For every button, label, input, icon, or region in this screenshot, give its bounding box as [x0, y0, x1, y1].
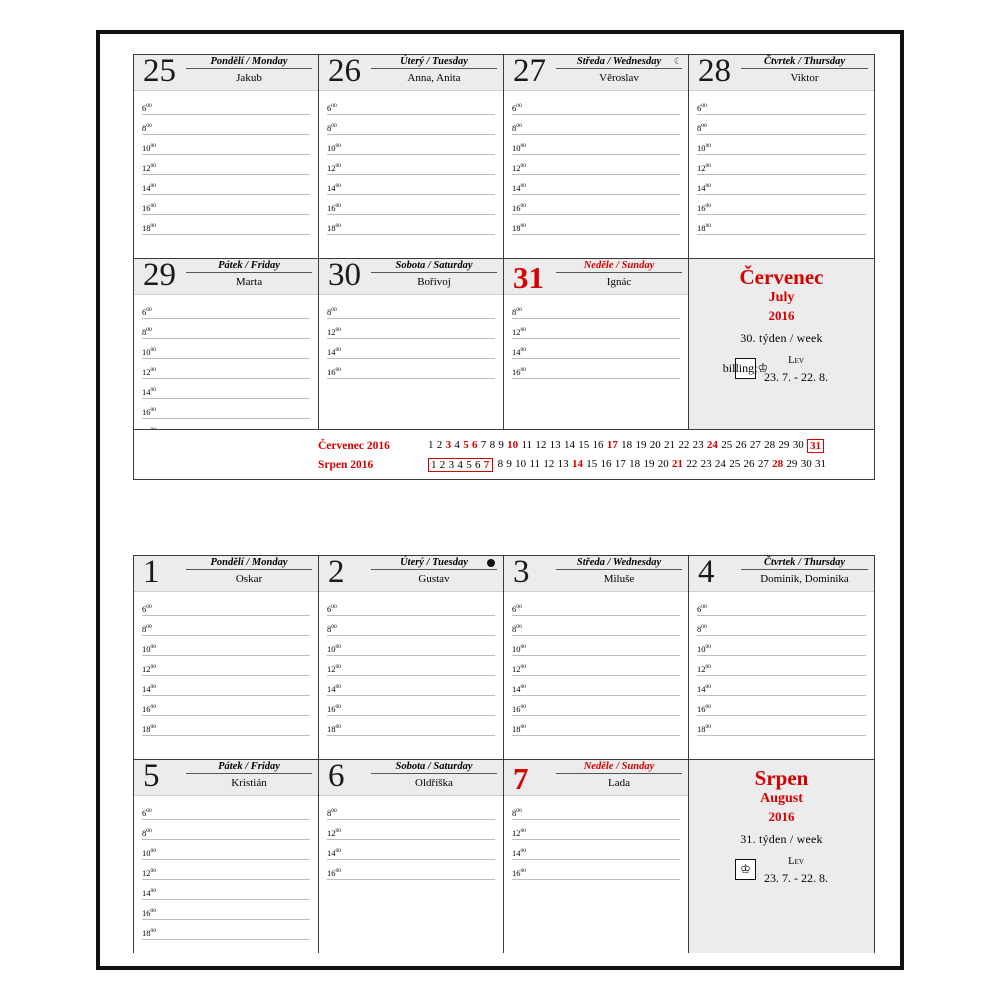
hour-label: $6^{00}$: [142, 307, 152, 317]
day-name: Pátek / Friday: [186, 761, 312, 774]
day-header: [134, 760, 318, 796]
day-name: Pátek / Friday: [186, 260, 312, 273]
hour-row[interactable]: [327, 115, 495, 135]
hour-row[interactable]: [142, 195, 310, 215]
month-name-en: July: [768, 290, 795, 305]
day-name: Pondělí / Monday: [186, 56, 312, 69]
hour-row[interactable]: [327, 299, 495, 319]
hour-label: $10^{00}$: [512, 644, 526, 654]
hour-label: $12^{00}$: [512, 327, 526, 337]
name-day: Kristián: [231, 777, 267, 789]
hour-label: $12^{00}$: [327, 664, 341, 674]
hour-label: $8^{00}$: [512, 624, 522, 634]
hour-row[interactable]: [327, 175, 495, 195]
hour-row[interactable]: [697, 696, 866, 716]
hour-row[interactable]: [142, 920, 310, 940]
hour-label: $14^{00}$: [327, 848, 341, 858]
day-number: 7: [513, 761, 529, 796]
hour-row[interactable]: [512, 596, 680, 616]
name-day: Oldřiška: [415, 777, 453, 789]
hour-label: $8^{00}$: [697, 123, 707, 133]
hour-row[interactable]: [327, 656, 495, 676]
hour-row[interactable]: [512, 135, 680, 155]
name-day: Viktor: [790, 72, 819, 84]
day-cell[interactable]: [134, 556, 319, 759]
hour-row[interactable]: [512, 339, 680, 359]
hour-row[interactable]: [327, 860, 495, 880]
hour-row[interactable]: [327, 135, 495, 155]
hour-row[interactable]: [327, 195, 495, 215]
hour-row[interactable]: [142, 339, 310, 359]
mini-month-strips: [134, 429, 874, 479]
hour-row[interactable]: [142, 95, 310, 115]
hour-label: $12^{00}$: [512, 163, 526, 173]
hour-row[interactable]: [512, 716, 680, 736]
week-row-top-second: [134, 259, 874, 431]
day-number: 25: [143, 53, 176, 89]
week-row-bottom-first: [134, 556, 874, 760]
hour-row[interactable]: [327, 596, 495, 616]
hour-row[interactable]: [142, 155, 310, 175]
hour-label: $16^{00}$: [142, 407, 156, 417]
hour-row[interactable]: [697, 115, 866, 135]
hour-label: $14^{00}$: [327, 183, 341, 193]
hour-row[interactable]: [327, 716, 495, 736]
name-day: Marta: [235, 276, 263, 288]
name-day: Věroslav: [599, 72, 639, 84]
hour-label: $8^{00}$: [327, 123, 337, 133]
hour-label: $16^{00}$: [512, 367, 526, 377]
hour-row[interactable]: [327, 840, 495, 860]
day-cell[interactable]: [689, 556, 874, 759]
day-cell[interactable]: [134, 760, 319, 953]
hour-row[interactable]: [697, 95, 866, 115]
hour-list[interactable]: [319, 592, 503, 736]
name-day: Dominik, Dominika: [760, 573, 849, 585]
hour-row[interactable]: [697, 636, 866, 656]
hour-row[interactable]: [512, 299, 680, 319]
hour-row[interactable]: [142, 596, 310, 616]
hour-row[interactable]: [697, 716, 866, 736]
hour-list[interactable]: [134, 295, 318, 439]
hour-row[interactable]: [327, 155, 495, 175]
zodiac-name: Lev: [788, 355, 804, 366]
leo-icon: billing;♔: [735, 358, 756, 379]
hour-row[interactable]: [142, 820, 310, 840]
hour-label: $10^{00}$: [327, 644, 341, 654]
day-number: 2: [328, 554, 345, 590]
hour-row[interactable]: [142, 656, 310, 676]
hour-row[interactable]: [512, 676, 680, 696]
hour-label: $18^{00}$: [142, 724, 156, 734]
hour-row[interactable]: [697, 596, 866, 616]
hour-label: $6^{00}$: [142, 604, 152, 614]
day-cell[interactable]: [319, 760, 504, 953]
hour-row[interactable]: [697, 215, 866, 235]
hour-label: $14^{00}$: [327, 684, 341, 694]
hour-label: $18^{00}$: [697, 724, 711, 734]
hour-label: $8^{00}$: [142, 123, 152, 133]
hour-label: $8^{00}$: [512, 307, 522, 317]
month-name-en: August: [760, 791, 803, 806]
day-header: [319, 55, 503, 91]
hour-list[interactable]: [319, 295, 503, 379]
hour-row[interactable]: [327, 215, 495, 235]
hour-row[interactable]: [512, 860, 680, 880]
week-row-top-first: [134, 55, 874, 259]
hour-label: $10^{00}$: [327, 143, 341, 153]
week-number: 31. týden / week: [740, 832, 823, 846]
hour-label: $14^{00}$: [142, 888, 156, 898]
hour-label: $14^{00}$: [512, 684, 526, 694]
hour-label: $10^{00}$: [142, 143, 156, 153]
zodiac-range: 23. 7. - 22. 8.: [764, 370, 828, 384]
name-day: Gustav: [418, 573, 450, 585]
day-header: [504, 556, 688, 592]
hour-row[interactable]: [142, 716, 310, 736]
hour-label: $14^{00}$: [512, 347, 526, 357]
mini-days-highlighted-range: 1 2 3 4 5 6 7: [428, 458, 493, 472]
hour-label: $14^{00}$: [697, 183, 711, 193]
day-name: Sobota / Saturday: [371, 260, 497, 273]
hour-label: $10^{00}$: [697, 143, 711, 153]
name-day: Anna, Anita: [407, 72, 461, 84]
hour-label: $8^{00}$: [142, 828, 152, 838]
hour-row[interactable]: [142, 299, 310, 319]
day-header: [504, 55, 688, 91]
hour-row[interactable]: [512, 616, 680, 636]
hour-label: $18^{00}$: [142, 928, 156, 938]
hour-label: $14^{00}$: [512, 848, 526, 858]
hour-row[interactable]: [512, 155, 680, 175]
hour-row[interactable]: [142, 860, 310, 880]
hour-list[interactable]: [504, 592, 688, 736]
zodiac-block: [689, 851, 874, 887]
hour-label: $16^{00}$: [142, 908, 156, 918]
hour-row[interactable]: [327, 800, 495, 820]
day-header: [689, 55, 874, 91]
hour-label: $12^{00}$: [327, 327, 341, 337]
hour-list[interactable]: [134, 91, 318, 235]
hour-label: $16^{00}$: [512, 868, 526, 878]
month-summary-cell: [689, 760, 874, 953]
hour-row[interactable]: [327, 359, 495, 379]
hour-label: $18^{00}$: [327, 223, 341, 233]
hour-row[interactable]: [327, 696, 495, 716]
hour-row[interactable]: [327, 616, 495, 636]
planner-page: [96, 30, 904, 970]
mini-month-strip-row: [134, 436, 874, 455]
day-cell[interactable]: [504, 259, 689, 431]
hour-row[interactable]: [512, 636, 680, 656]
mini-month-label: Červenec 2016: [318, 439, 390, 452]
hour-row[interactable]: [327, 820, 495, 840]
hour-row[interactable]: [142, 379, 310, 399]
hour-label: $12^{00}$: [142, 664, 156, 674]
hour-label: $8^{00}$: [327, 624, 337, 634]
mini-month-strip-row: [134, 455, 874, 474]
mini-month-days: 1 2 3 4 5 6 7 8 9 10 11 12 13 14 15 16 17 18 19 20 21 22 23 24 25 26 27 28 29 30 31: [428, 458, 826, 472]
day-name: Sobota / Saturday: [371, 761, 497, 774]
day-cell[interactable]: [319, 259, 504, 431]
day-header: [319, 259, 503, 295]
day-cell[interactable]: [134, 55, 319, 258]
day-number: 4: [698, 554, 715, 590]
hour-row[interactable]: [142, 175, 310, 195]
hour-row[interactable]: [142, 696, 310, 716]
hour-label: $18^{00}$: [512, 724, 526, 734]
hour-row[interactable]: [697, 616, 866, 636]
day-cell[interactable]: [689, 55, 874, 258]
hour-label: $16^{00}$: [327, 704, 341, 714]
hour-row[interactable]: [512, 656, 680, 676]
hour-row[interactable]: [697, 175, 866, 195]
day-cell[interactable]: [319, 55, 504, 258]
hour-row[interactable]: [142, 616, 310, 636]
hour-row[interactable]: [142, 115, 310, 135]
hour-row[interactable]: [697, 676, 866, 696]
hour-label: $6^{00}$: [327, 103, 337, 113]
hour-label: $14^{00}$: [142, 387, 156, 397]
hour-row[interactable]: [142, 636, 310, 656]
hour-row[interactable]: [142, 359, 310, 379]
hour-list[interactable]: [504, 295, 688, 379]
moon-phase-waning-icon: ☾: [673, 56, 682, 66]
hour-list[interactable]: [689, 91, 874, 235]
day-number: 3: [513, 554, 530, 590]
hour-row[interactable]: [142, 135, 310, 155]
hour-label: $8^{00}$: [512, 808, 522, 818]
hour-row[interactable]: [142, 800, 310, 820]
leo-icon: ♔: [735, 859, 756, 880]
hour-row[interactable]: [512, 820, 680, 840]
zodiac-range: 23. 7. - 22. 8.: [764, 871, 828, 885]
month-name-cz: Červenec: [739, 265, 824, 289]
zodiac-name: Lev: [788, 856, 804, 867]
day-header: [134, 55, 318, 91]
hour-list[interactable]: [504, 91, 688, 235]
hour-label: $10^{00}$: [142, 644, 156, 654]
day-number: 28: [698, 53, 731, 89]
hour-label: $12^{00}$: [142, 868, 156, 878]
hour-label: $16^{00}$: [142, 203, 156, 213]
hour-row[interactable]: [512, 175, 680, 195]
hour-row[interactable]: [697, 135, 866, 155]
mini-day-highlighted: 31: [807, 439, 824, 453]
hour-row[interactable]: [142, 840, 310, 860]
hour-label: $6^{00}$: [142, 103, 152, 113]
day-name: Čtvrtek / Thursday: [741, 56, 868, 69]
hour-label: $12^{00}$: [512, 828, 526, 838]
day-cell[interactable]: [319, 556, 504, 759]
hour-label: $12^{00}$: [142, 367, 156, 377]
hour-row[interactable]: [142, 900, 310, 920]
day-name: Středa / Wednesday: [556, 56, 682, 69]
day-name: Neděle / Sunday: [556, 260, 682, 273]
mini-month-days: 1 2 3 4 5 6 7 8 9 10 11 12 13 14 15 16 17 18 19 20 21 22 23 24 25 26 27 28 29 30 31: [428, 439, 824, 453]
hour-list[interactable]: [319, 796, 503, 880]
hour-label: $8^{00}$: [327, 808, 337, 818]
month-name-cz: Srpen: [754, 766, 809, 790]
day-number: 5: [143, 758, 160, 794]
hour-row[interactable]: [327, 636, 495, 656]
day-header: [134, 556, 318, 592]
day-number: 27: [513, 53, 546, 89]
hour-row[interactable]: [512, 800, 680, 820]
hour-row[interactable]: [512, 840, 680, 860]
hour-row[interactable]: [512, 95, 680, 115]
day-header: [504, 760, 688, 796]
day-name: Neděle / Sunday: [556, 761, 682, 774]
day-header: [504, 259, 688, 295]
month-year: 2016: [768, 308, 795, 323]
day-header: [689, 556, 874, 592]
month-summary: [689, 259, 874, 431]
hour-row[interactable]: [142, 880, 310, 900]
day-name: Úterý / Tuesday: [371, 56, 497, 69]
hour-row[interactable]: [327, 676, 495, 696]
name-day: Jakub: [236, 72, 262, 84]
hour-row[interactable]: [327, 319, 495, 339]
day-name: Středa / Wednesday: [556, 557, 682, 570]
hour-label: $14^{00}$: [512, 183, 526, 193]
month-summary-cell: [689, 259, 874, 431]
moon-phase-new-icon: [487, 559, 495, 567]
week-row-bottom-second: [134, 760, 874, 953]
hour-label: $8^{00}$: [142, 327, 152, 337]
hour-row[interactable]: [142, 676, 310, 696]
week-number: 30. týden / week: [740, 331, 823, 345]
hour-label: $18^{00}$: [142, 223, 156, 233]
hour-label: $12^{00}$: [327, 163, 341, 173]
hour-label: $6^{00}$: [512, 604, 522, 614]
hour-label: $10^{00}$: [142, 848, 156, 858]
month-year: 2016: [768, 809, 795, 824]
hour-label: $16^{00}$: [327, 367, 341, 377]
hour-label: $16^{00}$: [512, 704, 526, 714]
day-cell[interactable]: [504, 55, 689, 258]
day-number: 1: [143, 554, 160, 590]
hour-label: $16^{00}$: [142, 704, 156, 714]
hour-label: $10^{00}$: [512, 143, 526, 153]
hour-label: $6^{00}$: [697, 604, 707, 614]
hour-label: $14^{00}$: [697, 684, 711, 694]
hour-label: $16^{00}$: [327, 203, 341, 213]
hour-row[interactable]: [512, 319, 680, 339]
hour-label: $6^{00}$: [142, 808, 152, 818]
hour-label: $6^{00}$: [327, 604, 337, 614]
day-name: Pondělí / Monday: [186, 557, 312, 570]
hour-label: $12^{00}$: [697, 664, 711, 674]
name-day: Oskar: [235, 573, 263, 585]
name-day: Bořivoj: [417, 276, 451, 288]
hour-label: $18^{00}$: [512, 223, 526, 233]
week-spread-bottom: [133, 555, 875, 953]
mini-month-label: Srpen 2016: [318, 458, 374, 471]
hour-label: $8^{00}$: [142, 624, 152, 634]
hour-row[interactable]: [142, 319, 310, 339]
day-header: [319, 760, 503, 796]
hour-label: $16^{00}$: [512, 203, 526, 213]
hour-row[interactable]: [697, 155, 866, 175]
hour-row[interactable]: [327, 95, 495, 115]
day-header: [134, 259, 318, 295]
hour-label: $14^{00}$: [327, 347, 341, 357]
day-number: 29: [143, 257, 176, 293]
hour-label: $6^{00}$: [697, 103, 707, 113]
hour-label: $18^{00}$: [327, 724, 341, 734]
hour-list[interactable]: [504, 796, 688, 880]
name-day: Lada: [608, 777, 630, 789]
hour-label: $12^{00}$: [697, 163, 711, 173]
hour-row[interactable]: [697, 195, 866, 215]
hour-label: $8^{00}$: [697, 624, 707, 634]
hour-label: $16^{00}$: [327, 868, 341, 878]
hour-row[interactable]: [142, 399, 310, 419]
hour-label: $12^{00}$: [512, 664, 526, 674]
day-name: Úterý / Tuesday: [371, 557, 497, 570]
zodiac-block: [689, 350, 874, 386]
hour-row[interactable]: [512, 359, 680, 379]
hour-list[interactable]: [134, 592, 318, 736]
day-header: [319, 556, 503, 592]
hour-list[interactable]: [689, 592, 874, 736]
day-number: 6: [328, 758, 345, 794]
hour-list[interactable]: [319, 91, 503, 235]
hour-row[interactable]: [512, 115, 680, 135]
hour-label: $18^{00}$: [697, 223, 711, 233]
day-cell[interactable]: [504, 556, 689, 759]
day-number: 26: [328, 53, 361, 89]
hour-row[interactable]: [142, 215, 310, 235]
hour-label: $12^{00}$: [327, 828, 341, 838]
hour-row[interactable]: [327, 339, 495, 359]
hour-label: $14^{00}$: [142, 684, 156, 694]
name-day: Ignác: [606, 276, 632, 288]
day-cell[interactable]: [504, 760, 689, 953]
hour-row[interactable]: [512, 215, 680, 235]
hour-label: $10^{00}$: [697, 644, 711, 654]
hour-label: $14^{00}$: [142, 183, 156, 193]
hour-list[interactable]: [134, 796, 318, 940]
hour-row[interactable]: [512, 696, 680, 716]
day-number: 31: [513, 260, 544, 295]
hour-label: $16^{00}$: [697, 704, 711, 714]
hour-label: $12^{00}$: [142, 163, 156, 173]
month-summary: [689, 760, 874, 953]
hour-label: $6^{00}$: [512, 103, 522, 113]
name-day: Miluše: [603, 573, 635, 585]
hour-label: $16^{00}$: [697, 203, 711, 213]
week-spread-top: [133, 54, 875, 480]
day-name: Čtvrtek / Thursday: [741, 557, 868, 570]
day-cell[interactable]: [134, 259, 319, 431]
hour-label: $10^{00}$: [142, 347, 156, 357]
hour-label: $8^{00}$: [512, 123, 522, 133]
hour-label: $8^{00}$: [327, 307, 337, 317]
day-number: 30: [328, 257, 361, 293]
hour-row[interactable]: [697, 656, 866, 676]
hour-row[interactable]: [512, 195, 680, 215]
